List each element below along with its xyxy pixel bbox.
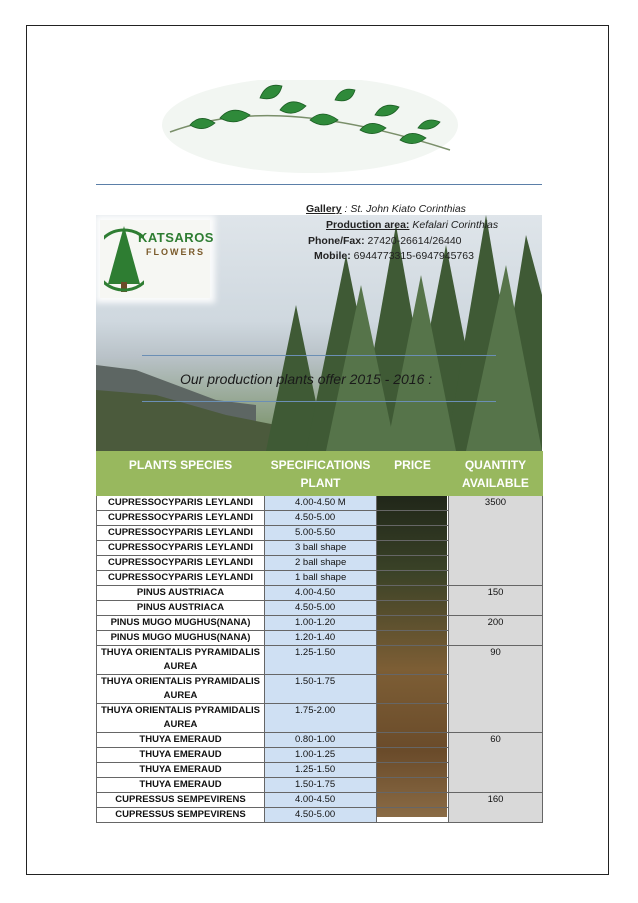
production-line [326,219,498,231]
company-logo [100,220,214,298]
species-cell: PINUS MUGO MUGHUS(NANA) [97,631,265,646]
price-cell [377,616,449,631]
price-cell [377,675,449,704]
table-row [97,586,543,601]
table-header-row [97,452,543,496]
spec-cell: 4.50-5.00 [265,511,377,526]
spec-cell: 3 ball shape [265,541,377,556]
spec-cell: 0.80-1.00 [265,733,377,748]
header-divider [96,184,542,185]
header-price: PRICE [377,452,449,496]
price-cell [377,571,449,586]
species-cell: THUYA ORIENTALIS PYRAMIDALIS AUREA [97,704,265,733]
price-cell [377,586,449,601]
species-cell: CUPRESSUS SEMPEVIRENS [97,793,265,808]
price-cell [377,733,449,748]
spec-cell: 1.50-1.75 [265,675,377,704]
table-row [97,733,543,748]
spec-cell: 2 ball shape [265,556,377,571]
price-cell [377,601,449,616]
qty-cell: 3500 [449,496,543,586]
species-cell: THUYA EMERAUD [97,748,265,763]
table-row [97,616,543,631]
spec-cell: 5.00-5.50 [265,526,377,541]
species-cell: THUYA EMERAUD [97,778,265,793]
spec-cell: 1.20-1.40 [265,631,377,646]
price-cell [377,778,449,793]
spec-cell: 4.50-5.00 [265,808,377,823]
spec-cell: 1 ball shape [265,571,377,586]
qty-cell: 200 [449,616,543,646]
production-label: Production area: [326,219,410,231]
species-cell: THUYA ORIENTALIS PYRAMIDALIS AUREA [97,675,265,704]
gallery-label: Gallery [306,203,342,215]
plants-table [96,451,543,823]
price-cell [377,631,449,646]
spec-cell: 4.00-4.50 [265,793,377,808]
price-cell [377,763,449,778]
species-cell: PINUS MUGO MUGHUS(NANA) [97,616,265,631]
species-cell: CUPRESSOCYPARIS LEYLANDI [97,511,265,526]
offer-bottom-rule [142,401,496,402]
price-cell [377,496,449,511]
gallery-line [306,203,466,215]
mobile-label: Mobile: [314,250,351,262]
species-cell: THUYA ORIENTALIS PYRAMIDALIS AUREA [97,646,265,675]
species-cell: PINUS AUSTRIACA [97,586,265,601]
header-species: PLANTS SPECIES [97,452,265,496]
mobile-line [314,250,474,262]
species-cell: CUPRESSOCYPARIS LEYLANDI [97,571,265,586]
table-row [97,793,543,808]
price-cell [377,748,449,763]
species-cell: CUPRESSUS SEMPEVIRENS [97,808,265,823]
price-cell [377,646,449,675]
spec-cell: 1.25-1.50 [265,646,377,675]
spec-cell: 1.00-1.20 [265,616,377,631]
phone-label: Phone/Fax: [308,235,365,247]
species-cell: THUYA EMERAUD [97,733,265,748]
price-cell [377,556,449,571]
species-cell: CUPRESSOCYPARIS LEYLANDI [97,526,265,541]
offer-top-rule [142,355,496,356]
qty-cell: 90 [449,646,543,733]
phone-line [308,235,462,247]
price-cell [377,526,449,541]
species-cell: CUPRESSOCYPARIS LEYLANDI [97,541,265,556]
price-cell [377,541,449,556]
spec-cell: 1.25-1.50 [265,763,377,778]
species-cell: THUYA EMERAUD [97,763,265,778]
production-value: Kefalari Corinthias [409,219,499,231]
table-row [97,496,543,511]
species-cell: PINUS AUSTRIACA [97,601,265,616]
spec-cell: 4.00-4.50 M [265,496,377,511]
spec-cell: 1.00-1.25 [265,748,377,763]
spec-cell: 1.75-2.00 [265,704,377,733]
mobile-value: 6944773315-6947945763 [350,250,474,262]
logo-name: KATSAROS [138,230,214,245]
species-cell: CUPRESSOCYPARIS LEYLANDI [97,556,265,571]
spec-cell: 1.50-1.75 [265,778,377,793]
header-qty: QUANTITY AVAILABLE [449,452,543,496]
price-cell [377,511,449,526]
qty-cell: 160 [449,793,543,823]
spec-cell: 4.00-4.50 [265,586,377,601]
phone-value: 27420-26614/26440 [364,235,462,247]
price-cell [377,704,449,733]
offer-heading: Our production plants offer 2015 - 2016 : [180,371,433,387]
spec-cell: 4.50-5.00 [265,601,377,616]
table-row [97,646,543,675]
qty-cell: 60 [449,733,543,793]
qty-cell: 150 [449,586,543,616]
price-cell [377,793,449,808]
header-spec: SPECIFICATIONS PLANT [265,452,377,496]
gallery-value: : St. John Kiato Corinthias [341,203,466,215]
price-cell [377,808,449,823]
logo-sub: FLOWERS [146,247,205,257]
species-cell: CUPRESSOCYPARIS LEYLANDI [97,496,265,511]
leaf-banner-image [160,80,460,180]
